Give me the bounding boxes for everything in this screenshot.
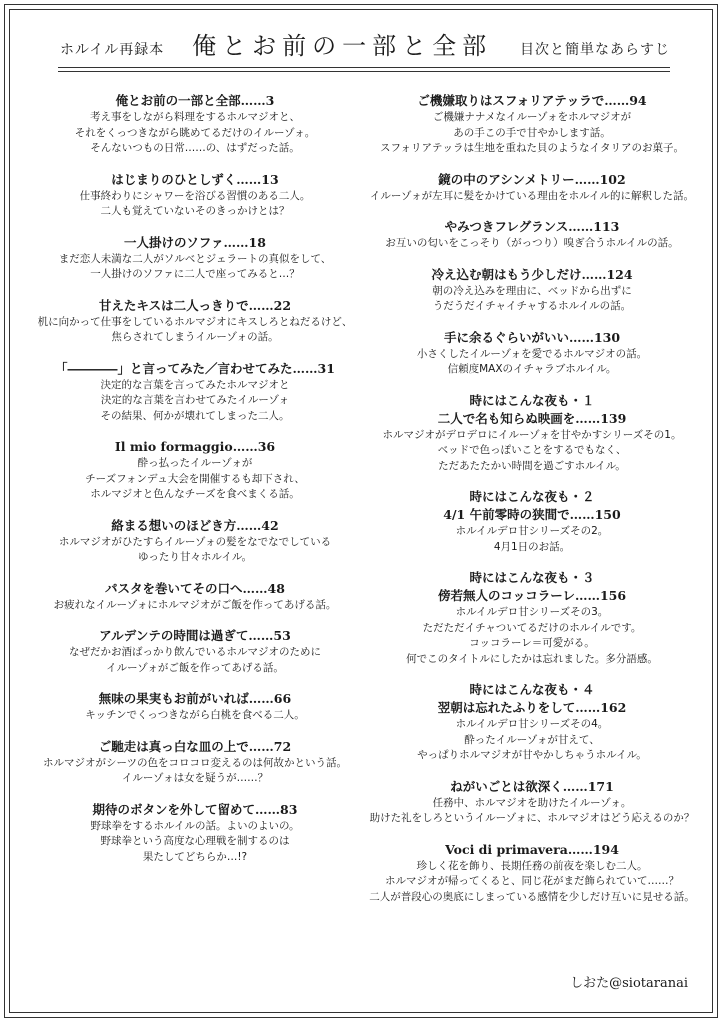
entry-description-line: ホルイルデロ甘シリーズその4。 — [455, 718, 609, 730]
entry-description-line: ホルイルデロ甘シリーズその3。 — [455, 606, 609, 618]
series-label: ホルイル再録本 — [60, 42, 165, 58]
entry-title: 甘えたキスは二人っきりで……22 — [98, 297, 292, 313]
toc-entry — [30, 580, 360, 614]
entry-description-line: うだうだイチャイチャするホルイルの話。 — [432, 300, 632, 312]
entry-title: アルデンテの時間は過ぎて……53 — [99, 628, 291, 643]
entry-title: 一人掛けのソファ……18 — [124, 234, 266, 250]
toc-entry — [364, 569, 700, 667]
entry-title: やみつきフレグランス……113 — [444, 219, 620, 234]
entry-title: 傍若無人のコッコラーレ……156 — [437, 588, 627, 603]
page-subtitle: 目次と簡単なあらすじ — [520, 42, 670, 58]
entry-title: パスタを巻いてその口へ……48 — [105, 580, 285, 596]
entry-description-line: 小さくしたイルーゾォを愛でるホルマジオの話。 — [416, 347, 648, 360]
book-title: 俺とお前の一部と全部 — [192, 32, 493, 60]
entry-description-line: イルーゾォは女を疑うが……？ — [121, 772, 269, 784]
entry-description-line: コッコラーレ＝可愛がる。 — [469, 637, 595, 649]
entry-description-line: 酔ったイルーゾォが甘えて、 — [464, 733, 600, 746]
toc-entry — [30, 360, 360, 425]
toc-left-column — [30, 92, 360, 879]
entry-description-line: まだ恋人未満な二人がソルベとジェラートの真似をして、 — [58, 252, 332, 265]
entry-title: 時にはこんな夜も・１ — [469, 392, 595, 408]
entry-description-line: 朝の冷え込みを理由に、ベッドから出ずに — [432, 284, 632, 297]
entry-description-line: ホルマジオが帰ってくると、同じ花がまだ飾られていて……？ — [385, 875, 679, 887]
entry-title: 二人で名も知らぬ映画を……139 — [437, 410, 627, 426]
entry-description-line: ベッドで色っぽいことをするでもなく、 — [437, 444, 627, 456]
entry-title: ねがいごとは欲深く……171 — [450, 778, 614, 794]
entry-description-line: そんないつもの日常……の、はずだった話。 — [90, 142, 300, 154]
toc-entry — [364, 392, 700, 475]
entry-description-line: スフォリアテッラは生地を重ねた貝のようなイタリアのお菓子。 — [380, 142, 684, 154]
toc-entry — [364, 329, 700, 378]
toc-entry — [30, 801, 360, 866]
entry-description-line: 一人掛けのソファに二人で座ってみると…？ — [90, 268, 300, 280]
toc-entry — [364, 266, 700, 315]
entry-description-line: キッチンでくっつきながら白桃を食べる二人。 — [85, 709, 305, 721]
toc-entry — [30, 234, 360, 283]
entry-title: 手に余るぐらいがいい……130 — [443, 329, 621, 345]
toc-entry — [30, 738, 360, 787]
entry-title: 4/1 午前零時の狭間で……150 — [443, 507, 621, 522]
entry-description-line: 何でこのタイトルにしたかは忘れました。多分語感。 — [406, 652, 658, 665]
header-rule-bottom — [58, 71, 670, 72]
entry-title: ご機嫌取りはスフォリアテッラで……94 — [417, 93, 647, 108]
entry-description-line: 助けた礼をしろというイルーゾォに、ホルマジオはどう応えるのか？ — [369, 812, 695, 824]
entry-description-line: 机に向かって仕事をしているホルマジオにキスしろとねだるけど、 — [37, 315, 353, 328]
toc-entry — [30, 438, 360, 503]
entry-title: 時にはこんな夜も・２ — [469, 489, 595, 504]
entry-description-line: 信頼度MAXのイチャラブホルイル。 — [447, 363, 617, 375]
entry-title: 鏡の中のアシンメトリー……102 — [438, 171, 626, 187]
toc-entry — [364, 218, 700, 252]
toc-entry — [30, 627, 360, 676]
page-header — [60, 26, 670, 66]
entry-description-line: 決定的な言葉を言わせてみたイルーゾォ — [100, 394, 290, 406]
entry-description-line: 決定的な言葉を言ってみたホルマジオと — [100, 378, 290, 391]
entry-description-line: 任務中、ホルマジオを助けたイルーゾォ。 — [432, 796, 632, 809]
entry-description-line: なぜだかお酒ばっかり飲んでいるホルマジオのために — [69, 646, 321, 658]
author-credit: しおた@siotaranai — [570, 976, 688, 991]
entry-description-line: チーズフォンデュ大会を開催するも却下され、 — [85, 472, 305, 485]
entry-description-line: ホルイルデロ甘シリーズその2。 — [455, 525, 609, 537]
entry-title: はじまりのひとしずく……13 — [111, 171, 279, 187]
entry-description-line: 焦らされてしまうイルーゾォの話。 — [111, 331, 279, 343]
toc-entry — [364, 488, 700, 555]
toc-entry — [30, 92, 360, 157]
toc-entry — [30, 171, 360, 220]
entry-description-line: イルーゾォがご飯を作ってあげる話。 — [106, 661, 284, 674]
toc-entry — [364, 171, 700, 205]
entry-description-line: 4月1日のお話。 — [493, 540, 571, 553]
entry-title: 絡まる想いのほどき方……42 — [111, 517, 279, 533]
entry-description-line: 考え事をしながら料理をするホルマジオと、 — [90, 111, 300, 123]
entry-description-line: ホルマジオと色んなチーズを食べまくる話。 — [90, 488, 300, 500]
entry-description-line: ゆったり甘々ホルイル。 — [137, 551, 253, 563]
entry-description-line: ホルマジオがひたすらイルーゾォの髪をなでなでしている — [58, 535, 332, 548]
toc-entry — [364, 778, 700, 827]
entry-description-line: やっぱりホルマジオが甘やかしちゃうホルイル。 — [417, 749, 647, 761]
entry-title: 無味の果実もお前がいれば……66 — [98, 691, 292, 706]
entry-description-line: それをくっつきながら眺めてるだけのイルーゾォ。 — [74, 126, 316, 139]
toc-entry — [30, 297, 360, 346]
entry-title: 時にはこんな夜も・４ — [469, 682, 595, 697]
entry-description-line: お疲れなイルーゾォにホルマジオがご飯を作ってあげる話。 — [53, 598, 337, 611]
toc-entry — [30, 690, 360, 724]
entry-description-line: 果たしてどちらか…!? — [142, 850, 248, 863]
entry-description-line: あの手この手で甘やかします話。 — [453, 126, 611, 139]
entry-description-line: 酔っ払ったイルーゾォが — [137, 457, 253, 469]
entry-description-line: ホルマジオがシーツの色をコロコロ変えるのは何故かという話。 — [42, 756, 348, 769]
entry-description-line: 二人が普段心の奥底にしまっている感情を少しだけ互いに見せる話。 — [369, 890, 695, 903]
entry-description-line: ただただイチャついてるだけのホルイルです。 — [422, 621, 642, 634]
entry-description-line: 珍しく花を飾り、長期任務の前夜を楽しむ二人。 — [416, 859, 648, 872]
entry-title: Voci di primavera……194 — [445, 841, 619, 857]
entry-description-line: お互いの匂いをこっそり（がっつり）嗅ぎ合うホルイルの話。 — [385, 237, 679, 249]
toc-entry — [364, 92, 700, 157]
entry-description-line: イルーゾォが左耳に髪をかけている理由をホルイル的に解釈した話。 — [369, 189, 695, 202]
entry-title: 時にはこんな夜も・３ — [469, 570, 595, 585]
entry-title: 翌朝は忘れたふりをして……162 — [437, 700, 627, 715]
entry-description-line: 仕事終わりにシャワーを浴びる習慣のある二人。 — [79, 189, 311, 202]
entry-description-line: ご機嫌ナナメなイルーゾォをホルマジオが — [432, 111, 632, 123]
toc-entry — [30, 517, 360, 566]
entry-title: 期待のボタンを外して留めて……83 — [92, 801, 298, 817]
entry-title: 俺とお前の一部と全部……3 — [115, 93, 275, 108]
toc-entry — [364, 681, 700, 764]
entry-description-line: 野球拳をするホルイルの話。よいのよいの。 — [90, 819, 300, 832]
header-rule-top — [58, 67, 670, 68]
entry-title: Il mio formaggio……36 — [114, 439, 276, 454]
entry-title: 「――――」と言ってみた／言わせてみた……31 — [55, 360, 335, 376]
entry-title: ご馳走は真っ白な皿の上で……72 — [98, 738, 292, 754]
entry-title: 冷え込む朝はもう少しだけ……124 — [431, 266, 633, 282]
entry-description-line: 野球拳という高度な心理戦を制するのは — [100, 835, 290, 847]
toc-right-column — [364, 92, 700, 919]
entry-description-line: ホルマジオがデロデロにイルーゾォを甘やかすシリーズその1。 — [382, 428, 682, 441]
entry-description-line: 二人も覚えていないそのきっかけとは？ — [100, 205, 290, 217]
toc-entry — [364, 841, 700, 906]
entry-description-line: その結果、何かが壊れてしまった二人。 — [100, 409, 290, 422]
entry-description-line: ただあたたかい時間を過ごすホルイル。 — [438, 459, 626, 472]
